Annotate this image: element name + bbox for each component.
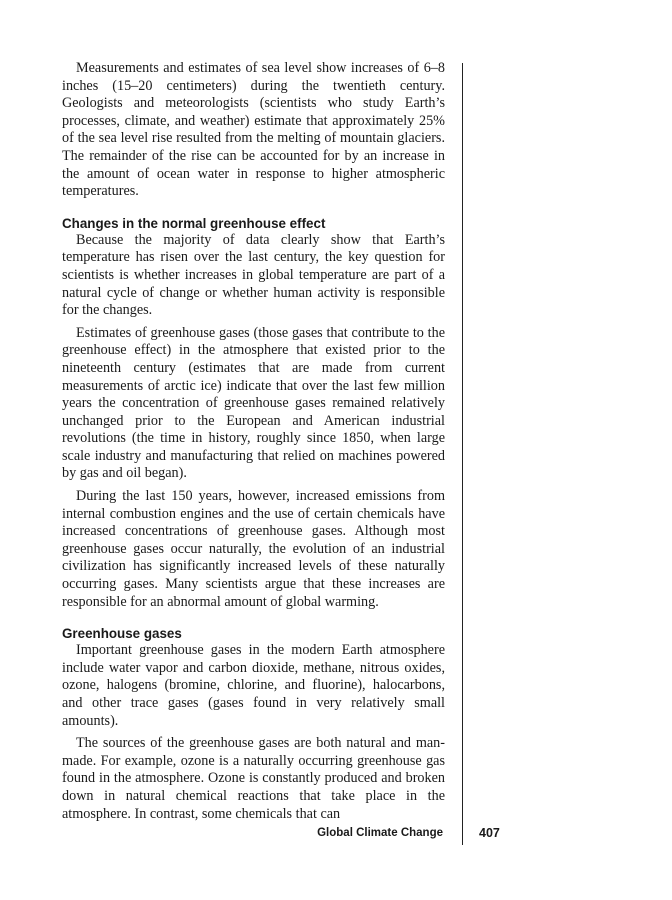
page-number: 407	[479, 826, 500, 840]
intro-paragraph: Measurements and estimates of sea level show increases of 6–8 inches (15–20 centimeters) during the twentieth century. Geologists and meteorologists (scientists who study Earth’s processes, climate, and weather) estimate that approximately 25% of the sea level rise resulted from the melting of mountain glaciers. The remainder of the rise can be accounted for by an increase in the amount of ocean water in response to higher atmospheric temperatures.	[62, 60, 445, 200]
section-heading-greenhouse-effect: Changes in the normal greenhouse effect	[62, 215, 326, 231]
paragraph: Important greenhouse gases in the modern Earth atmosphere include water vapor and carbon dioxide, methane, nitrous oxides, ozone, halogens (bromine, chlorine, and fluorine), halocarbons, and other trace gases (gases found in very relatively small amounts).	[62, 642, 445, 729]
paragraph: The sources of the greenhouse gases are both natural and man-made. For example, ozone is a naturally occurring greenhouse gas found in the atmosphere. Ozone is constantly produced and broken down in natural chemical reactions that take place in the atmosphere. In contrast, some chemicals that can	[62, 735, 445, 822]
body-text	[62, 60, 445, 823]
paragraph: Estimates of greenhouse gases (those gases that contribute to the greenhouse effect) in the atmosphere that existed prior to the nineteenth century (estimates that are made from current measurements of arctic ice) indicate that over the last few million years the concentration of greenhouse gases remained relatively unchanged prior to the European and American industrial revolutions (the time in history, roughly since 1850, when large scale industry and manufacturing that relied on machines powered by gas and oil began).	[62, 324, 445, 482]
paragraph: During the last 150 years, however, increased emissions from internal combustion engines and the use of certain chemicals have increased concentrations of greenhouse gases. Although most greenhouse gases occur naturally, the evolution of an industrial civilization has significantly increased levels of these naturally occurring gases. Many scientists argue that these increases are responsible for an abnormal amount of global warming.	[62, 488, 445, 610]
margin-divider-line	[462, 63, 463, 845]
section-heading-greenhouse-gases: Greenhouse gases	[62, 626, 182, 642]
running-footer-title: Global Climate Change	[317, 827, 443, 839]
paragraph: Because the majority of data clearly show that Earth’s temperature has risen over the last century, the key question for scientists is whether increases in global temperature are part of a natural cycle of change or whether human activity is responsible for the changes.	[62, 231, 445, 319]
